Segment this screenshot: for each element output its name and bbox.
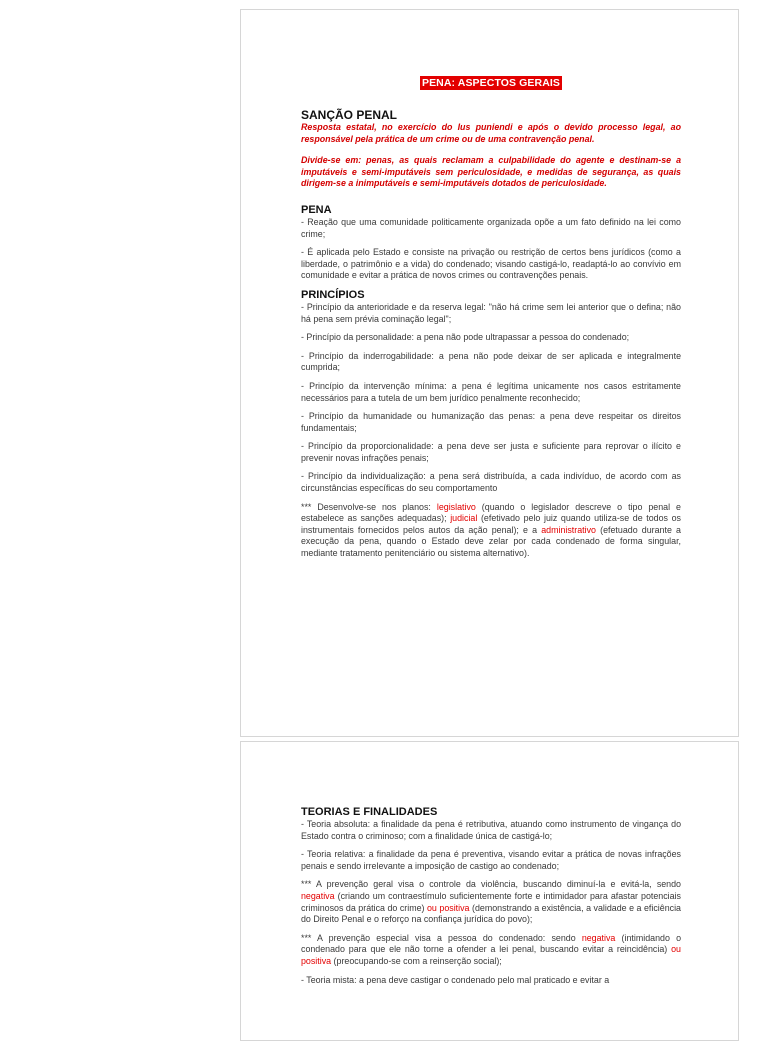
- plano-administrativo: administrativo: [541, 524, 596, 535]
- planos-paragraph: *** Desenvolve-se nos planos: legislativo (quando o legislador descreve o tipo penal e estabelece as sanções adequadas); judicial (efetivado pelo juiz quando utiliza-se de todos os instrumentais fornecidos pelos autos da ação penal); e a administrativo (efetuado durante a execução da pena, quando o Estado deve zelar por cada condenado de forma singular, mediante tratamento penitenciário ou sistema alternativo).: [301, 501, 681, 559]
- principio-item: - Princípio da inderrogabilidade: a pena não pode deixar de ser aplicada e integralmente cumprida;: [301, 350, 681, 373]
- document-title-text: PENA: ASPECTOS GERAIS: [421, 77, 561, 89]
- teoria-absoluta: - Teoria absoluta: a finalidade da pena é retributiva, atuando como instrumento de vingança do Estado contra o criminoso; com a finalidade única de castigá-lo;: [301, 819, 681, 841]
- prevencao-geral: *** A prevenção geral visa o controle da violência, buscando diminuí-la e evitá-la, sendo negativa (criando um contraestímulo suficientemente forte e intimidador para afastar potenciais criminosos da prática do crime) ou positiva (demonstrando a existência, a validade e a eficiência do Direito Penal e o reforço na confiança jurídica do povo);: [301, 879, 681, 925]
- principio-item: - Princípio da humanidade ou humanização das penas: a pena deve respeitar os direitos fundamentais;: [301, 411, 681, 433]
- principio-item: - Princípio da intervenção mínima: a pena é legítima unicamente nos casos estritamente necessários para a tutela de um bem jurídico penalmente reconhecido;: [301, 380, 681, 403]
- prevencao-especial: *** A prevenção especial visa a pessoa do condenado: sendo negativa (intimidando o condenado para que ele não torne a ofender a lei penal, buscando evitar a reincidência) ou positiva (preocupando-se com a reinserção social);: [301, 932, 681, 966]
- pena-paragraph-1: - Reação que uma comunidade politicamente organizada opõe a um fato definido na lei como crime;: [301, 216, 681, 239]
- teoria-mista: - Teoria mista: a pena deve castigar o condenado pelo mal praticado e evitar a: [301, 974, 610, 985]
- sancao-definition: Resposta estatal, no exercício do Ius puniendi e após o devido processo legal, ao responsável pela prática de um crime ou de uma contravenção penal.: [301, 122, 681, 144]
- principio-item: - Princípio da personalidade: a pena não pode ultrapassar a pessoa do condenado;: [301, 332, 630, 343]
- page-1-content: [301, 73, 681, 567]
- principio-item: - Princípio da anterioridade e da reserva legal: "não há crime sem lei anterior que o defina; não há pena sem prévia cominação legal";: [301, 301, 681, 324]
- document-title: [301, 73, 681, 91]
- document-page-2: [240, 741, 739, 1041]
- pena-heading: PENA: [301, 203, 332, 216]
- document-page-1: [240, 9, 739, 737]
- principio-item: - Princípio da proporcionalidade: a pena deve ser justa e suficiente para reprovar o ilícito e prevenir novas infrações penais;: [301, 441, 681, 463]
- teoria-relativa: - Teoria relativa: a finalidade da pena é preventiva, visando evitar a prática de novas infrações penais e sendo irrelevante a imposição de castigo ao condenado;: [301, 849, 681, 871]
- sancao-penal-heading: SANÇÃO PENAL: [301, 108, 398, 122]
- plano-judicial: judicial: [450, 513, 478, 524]
- pena-paragraph-2: - É aplicada pelo Estado e consiste na privação ou restrição de certos bens jurídicos (como a liberdade, o patrimônio e a vida) do condenado; visando castigá-lo, readaptá-lo ao convívio em comunidade e evitar a prática de novos crimes ou contravenções penais.: [301, 247, 681, 281]
- principio-item: - Princípio da individualização: a pena será distribuída, a cada indivíduo, de acordo com as circunstâncias específicas do seu comportamento: [301, 471, 681, 494]
- page-2-content: [301, 806, 681, 993]
- sancao-division: Divide-se em: penas, as quais reclamam a culpabilidade do agente e destinam-se a imputáveis e semi-imputáveis sem periculosidade, e medidas de segurança, as quais dirigem-se a inimputáveis e semi-imputáveis dotados de periculosidade.: [301, 155, 681, 189]
- principios-heading: PRINCÍPIOS: [301, 288, 365, 301]
- plano-legislativo: legislativo: [436, 501, 476, 512]
- teorias-heading: TEORIAS E FINALIDADES: [301, 806, 438, 818]
